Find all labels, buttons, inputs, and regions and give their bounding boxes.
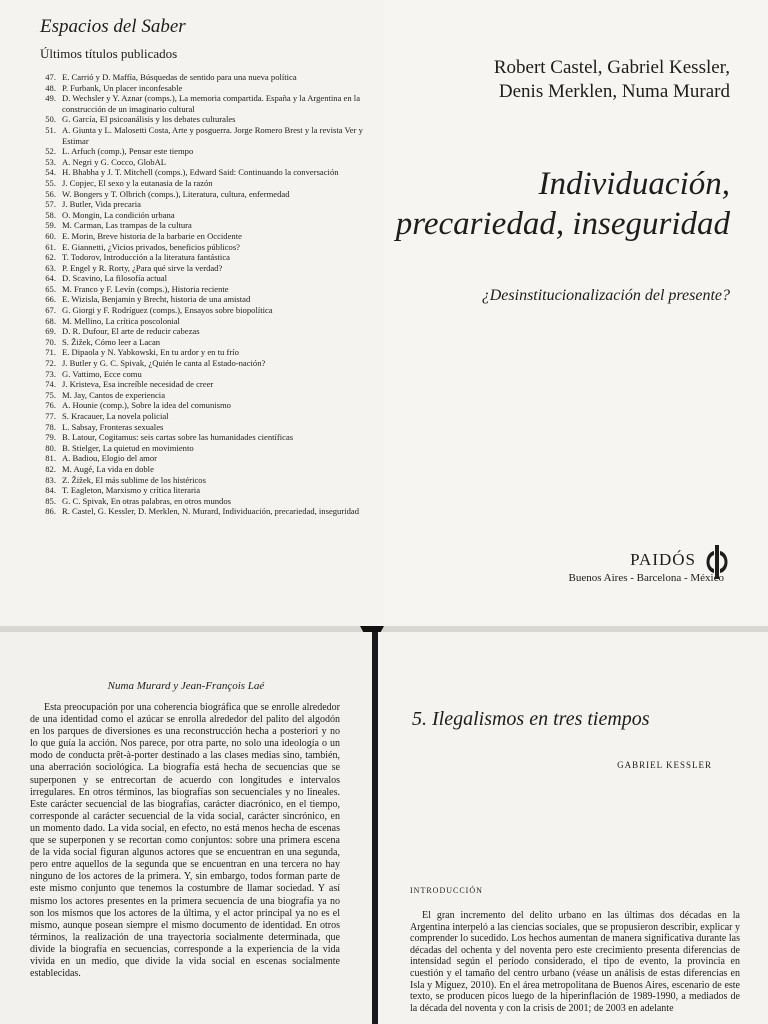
catalog-item-number: 80. (45, 442, 56, 453)
catalog-item (34, 411, 380, 422)
catalog-item-number: 69. (45, 326, 56, 337)
catalog-item (34, 146, 380, 157)
catalog-item-number: 66. (45, 294, 56, 305)
catalog-item (34, 157, 380, 168)
catalog-item (34, 263, 380, 274)
catalog-item-text: A. Negri y G. Cocco, GlobAL (62, 156, 167, 167)
catalog-item-text: R. Castel, G. Kessler, D. Merklen, N. Murard, Individuación, precariedad, inseguridad (62, 506, 360, 517)
catalog-item-text: J. Copjec, El sexo y la eutanasia de la razón (62, 177, 213, 188)
catalog-item-number: 78. (45, 421, 56, 432)
catalog-item (34, 252, 380, 263)
catalog-item-number: 60. (45, 230, 56, 241)
authors-line-1: Robert Castel, Gabriel Kessler, (493, 57, 730, 78)
catalog-item-number: 63. (45, 262, 56, 273)
catalog-item-number: 84. (45, 485, 56, 496)
catalog-item-text: G. C. Spivak, En otras palabras, en otros mundos (62, 495, 231, 506)
catalog-item (34, 199, 380, 210)
catalog-item-number: 75. (45, 389, 56, 400)
catalog-item-text: E. Morin, Breve historia de la barbarie en Occidente (62, 230, 242, 241)
catalog-item-text: D. Scavino, La filosofía actual (62, 273, 168, 284)
catalog-item-text: T. Eagleton, Marxismo y crítica literaria (62, 485, 201, 496)
catalog-item-number: 49. (45, 93, 56, 104)
catalog-item-text: T. Todorov, Introducción a la literatura fantástica (62, 252, 230, 263)
catalog-item-number: 82. (45, 463, 56, 474)
catalog-item-number: 64. (45, 273, 56, 284)
catalog-item (34, 305, 380, 316)
catalog-item (34, 178, 380, 189)
catalog-item-text: W. Bongers y T. Olbrich (comps.), Literatura, cultura, enfermedad (62, 188, 290, 199)
catalog-item-text: A. Giunta y L. Malosetti Costa, Arte y posguerra. Jorge Romero Brest y la revista Ver y Estimar (62, 124, 363, 146)
catalog-item-text: P. Engel y R. Rorty, ¿Para qué sirve la verdad? (62, 262, 223, 273)
catalog-item (34, 72, 380, 83)
catalog-item-number: 79. (45, 432, 56, 443)
catalog-item-text: B. Latour, Cogitamus: seis cartas sobre las humanidades científicas (62, 432, 294, 443)
series-title: Espacios del Saber (40, 16, 186, 37)
catalog-item-text: A. Badiou, Elogio del amor (62, 453, 157, 464)
catalog-item (34, 316, 380, 327)
catalog-item (34, 400, 380, 411)
catalog-item (34, 390, 380, 401)
catalog-item-number: 47. (45, 72, 56, 82)
catalog-item-number: 67. (45, 305, 56, 316)
catalog-item-text: D. R. Dufour, El arte de reducir cabezas (62, 326, 200, 337)
catalog-item-number: 55. (45, 177, 56, 188)
catalog-item-text: M. Augé, La vida en doble (62, 463, 154, 474)
catalog-item-text: M. Mellino, La crítica poscolonial (62, 315, 180, 326)
catalog-item-number: 86. (45, 506, 56, 517)
catalog-item (34, 485, 380, 496)
running-head: Numa Murard y Jean-François Laé (107, 680, 265, 692)
chapter-author: GABRIEL KESSLER (617, 760, 712, 770)
catalog-list (34, 72, 380, 517)
catalog-item-text: H. Bhabha y J. T. Mitchell (comps.), Edward Said: Continuando la conversación (62, 167, 339, 178)
catalog-item (34, 273, 380, 284)
catalog-item-number: 83. (45, 474, 56, 485)
book-title (384, 164, 730, 244)
catalog-item-text: P. Furbank, Un placer inconfesable (62, 82, 183, 93)
catalog-item-text: L. Sabsay, Fronteras sexuales (62, 421, 164, 432)
catalog-item (34, 443, 380, 454)
catalog-item-text: S. Kracauer, La novela policial (62, 411, 169, 421)
catalog-item-text: S. Žižek, Cómo leer a Lacan (62, 336, 161, 347)
catalog-item (34, 242, 380, 253)
catalog-item-text: G. García, El psicoanálisis y los debates culturales (62, 114, 236, 125)
catalog-item-number: 54. (45, 167, 56, 178)
catalog-item-number: 50. (45, 114, 56, 125)
catalog-item-text: E. Carrió y D. Maffía, Búsquedas de sentido para una nueva política (62, 72, 297, 82)
catalog-item-number: 58. (45, 209, 56, 220)
authors-line-2: Denis Merklen, Numa Murard (498, 81, 730, 102)
catalog-item (34, 347, 380, 358)
catalog-item-text: L. Arfuch (comp.), Pensar este tiempo (62, 146, 194, 157)
catalog-item (34, 422, 380, 433)
catalog-item-number: 59. (45, 220, 56, 231)
catalog-item (34, 167, 380, 178)
series-subtitle: Últimos títulos publicados (40, 46, 178, 61)
catalog-item-number: 53. (45, 156, 56, 167)
catalog-item (34, 220, 380, 231)
catalog-item-text: J. Butler, Vida precaria (62, 199, 141, 210)
book-title-line-2: precariedad, inseguridad (395, 206, 730, 242)
right-text-page (378, 632, 768, 1024)
catalog-item-text: D. Wechsler y Y. Aznar (comps.), La memoria compartida. España y la Argentina en la construcción de un imaginario cultural (62, 93, 361, 114)
catalog-item-number: 48. (45, 82, 56, 93)
catalog-item (34, 284, 380, 295)
catalog-item-text: M. Jay, Cantos de experiencia (62, 389, 166, 400)
book-title-line-1: Individuación, (538, 166, 730, 202)
book-authors (400, 56, 730, 104)
catalog-item (34, 464, 380, 475)
catalog-item (34, 358, 380, 369)
catalog-item-number: 85. (45, 495, 56, 506)
catalog-item (34, 294, 380, 305)
catalog-item-text: E. Dipaola y N. Yabkowski, En tu ardor y en tu frío (62, 347, 239, 358)
catalog-item (34, 453, 380, 464)
catalog-item-number: 71. (45, 347, 56, 358)
catalog-item (34, 496, 380, 507)
catalog-item-number: 56. (45, 188, 56, 199)
catalog-item (34, 337, 380, 348)
catalog-item (34, 475, 380, 486)
section-heading: INTRODUCCIÓN (410, 886, 483, 895)
catalog-item-number: 57. (45, 199, 56, 210)
catalog-item-number: 74. (45, 379, 56, 390)
catalog-item-text: M. Franco y F. Levín (comps.), Historia reciente (62, 283, 229, 294)
catalog-item-text: Z. Žižek, El más sublime de los histéricos (62, 474, 206, 485)
catalog-item-text: O. Mongin, La condición urbana (62, 209, 175, 220)
catalog-item (34, 369, 380, 380)
catalog-item-number: 65. (45, 283, 56, 294)
catalog-item-number: 52. (45, 146, 56, 157)
catalog-item (34, 83, 380, 94)
book-subtitle: ¿Desinstitucionalización del presente? (481, 287, 730, 304)
catalog-item-text: J. Butler y G. C. Spivak, ¿Quién le canta al Estado-nación? (62, 358, 266, 369)
catalog-item (34, 93, 380, 114)
catalog-item-number: 61. (45, 241, 56, 252)
catalog-item (34, 125, 380, 146)
catalog-item (34, 326, 380, 337)
catalog-item-number: 76. (45, 400, 56, 411)
catalog-item-text: J. Kristeva, Esa increíble necesidad de creer (62, 379, 214, 390)
catalog-item-number: 81. (45, 453, 56, 464)
catalog-item-text: M. Carman, Las trampas de la cultura (62, 220, 192, 231)
catalog-item-number: 68. (45, 315, 56, 326)
catalog-page (0, 0, 384, 626)
catalog-item-text: G. Vattimo, Ecce comu (62, 368, 142, 379)
chapter-title: 5. Ilegalismos en tres tiempos (412, 708, 650, 730)
catalog-item (34, 114, 380, 125)
title-page (384, 0, 768, 626)
catalog-item-number: 77. (45, 411, 56, 421)
catalog-item-text: G. Giorgi y F. Rodríguez (comps.), Ensayos sobre biopolítica (62, 305, 273, 316)
body-paragraph: Esta preocupación por una coherencia biográfica que se enrolle alrededor de una identidad como el azúcar se enrolla alrededor del palito del algodón en los parques de diversiones es una reconstrucción hecha a posteriori y no lo que guía la acción. Nos parece, por otra parte, no solo una ideología o un modo de conducta prêt-à-porter destinado a las clases medias sino, también, una aberración sociológica. La biografía está hecha de secuencias que se superponen y se entrecortan de acuerdo con longitudes e intervalos irregulares. En otros términos, las biografías son secuenciales y no lineales. Este carácter secuencial de las biografías, carácter diacrónico, en el tiempo, corresponde al carácter secuencial de la vida social, carácter sincrónico, en un momento dado. La vida social, en efecto, no está menos hecha de escenas que se superponen y se recortan como conjuntos: sobre una primera escena de la vida social figuran algunos actores que se encuentran en una segunda, pero entre aquellos de la segunda que se encuentran en una tercera no hay ninguno de los actores de la primera. Y, sin embargo, todos forman parte de este mismo conjunto que tenemos la costumbre de llamar sociedad. Y así mismo los actores presentes en la primera secuencia de una biografía ya no son los mismos que los actores de la última, y el actor principal ya no es el mismo, aunque posean siempre el mismo documento de identidad. En otros términos, la realización de una trayectoria socialmente determinada, que divide la biografía en secuencias, corresponde a la experiencia de la vida vivida en un medio, que divide la vida social en escenas socialmente establecidas. (30, 702, 340, 980)
catalog-item (34, 231, 380, 242)
publisher-cities: Buenos Aires - Barcelona - México (568, 572, 724, 584)
chapter-body-paragraph: El gran incremento del delito urbano en las últimas dos décadas en la Argentina interpeló a las ciencias sociales, que se propusieron describir, explicar y comprender lo sucedido. Los hechos aumentan de manera significativa durante las décadas del ochenta y del noventa pero este crecimiento presenta diferencias de intensidad según el período considerado, el tipo de evento, la provincia en cuestión y el tamaño del centro urbano (véase un análisis de estas diferencias en Isla y Míguez, 2010). En el área metropolitana de Buenos Aires, escenario de este texto, se producen picos luego de la hiperinflación de 1989-1990, a mediados de la década del noventa y con la crisis de 2001; de 2003 en adelante (410, 910, 740, 1014)
catalog-item-text: E. Wizisla, Benjamin y Brecht, historia de una amistad (62, 294, 251, 305)
catalog-item-number: 72. (45, 358, 56, 369)
catalog-item (34, 189, 380, 200)
catalog-item-text: B. Stielger, La quietud en movimiento (62, 442, 194, 453)
left-text-page (0, 632, 372, 1024)
catalog-item-number: 70. (45, 336, 56, 347)
catalog-item-number: 62. (45, 252, 56, 263)
catalog-item (34, 379, 380, 390)
catalog-item (34, 210, 380, 221)
publisher-name: PAIDÓS (630, 550, 696, 569)
catalog-item (34, 432, 380, 443)
catalog-item-number: 51. (45, 124, 56, 135)
catalog-item-text: E. Giannetti, ¿Vicios privados, beneficios públicos? (62, 241, 240, 252)
catalog-item-text: A. Hounie (comp.), Sobre la idea del comunismo (62, 400, 231, 411)
catalog-item-number: 73. (45, 368, 56, 379)
catalog-item (34, 506, 380, 517)
